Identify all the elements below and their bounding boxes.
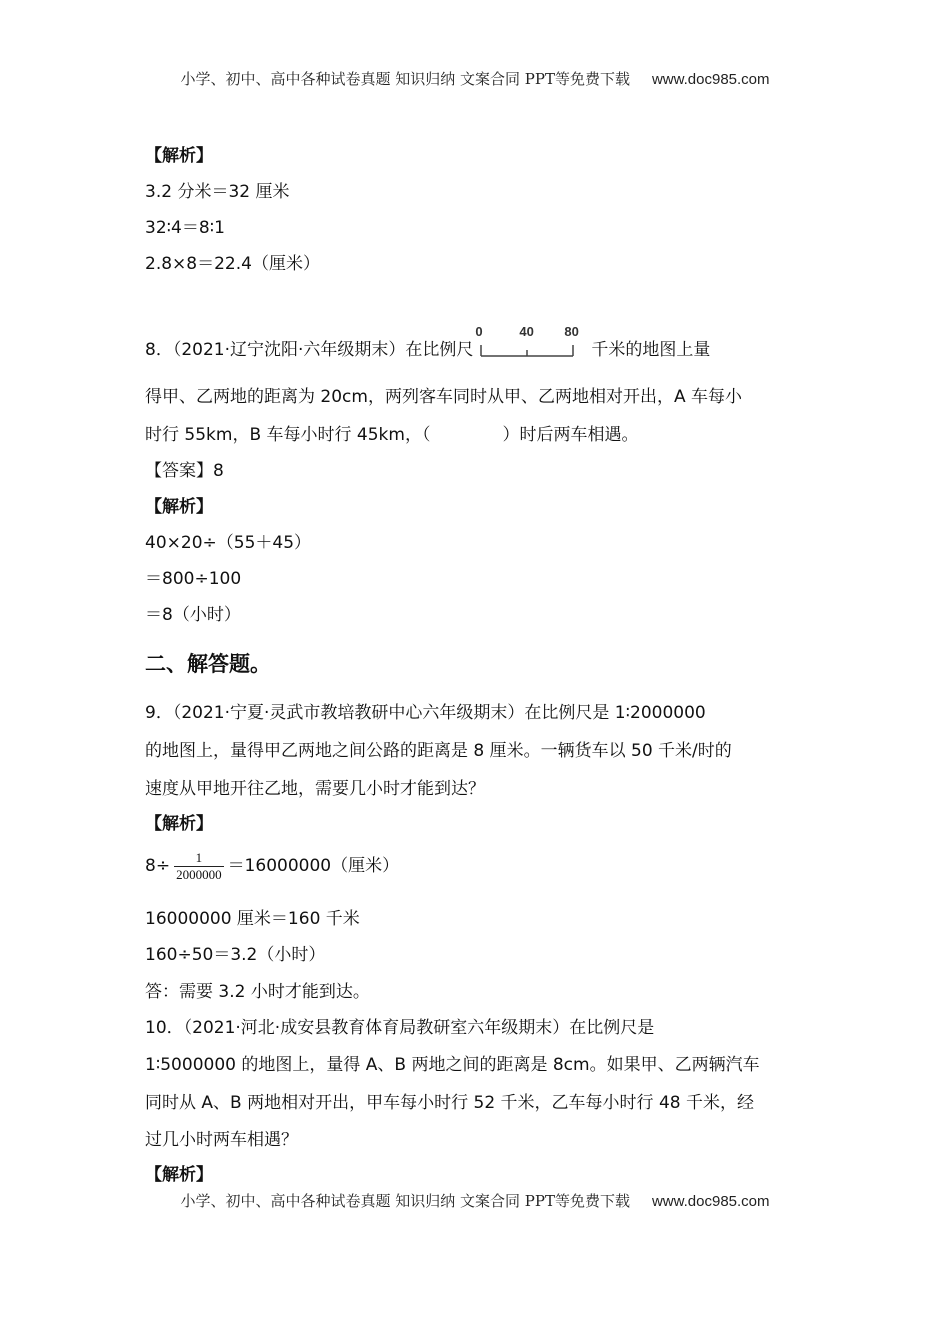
q8-question-line-2: 得甲、乙两地的距离为 20cm，两列客车同时从甲、乙两地相对开出，A 车每小 [145,387,742,407]
q8-line3-start: 时行 55km，B 车每小时行 45km，（ [145,425,431,445]
q9-step-2: 160÷50＝3.2（小时） [145,945,326,965]
scale-bar [475,324,581,361]
section-title: 二、解答题。 [145,652,271,676]
q9-question-line-2: 的地图上，量得甲乙两地之间公路的距离是 8 厘米。一辆货车以 50 千米/时的 [145,741,732,761]
q9-question-line-3: 速度从甲地开往乙地，需要几小时才能到达？ [145,779,485,799]
q7-step-1: 3.2 分米＝32 厘米 [145,182,290,202]
scale-bar-icon [477,323,581,359]
q9-calc-prefix: 8÷ [145,856,171,876]
scale-label-80: 80 [564,324,579,339]
q9-question-line-1: 9．（2021·宁夏·灵武市教培教研中心六年级期末）在比例尺是 1∶2000000 [145,703,706,723]
q10-question-line-3: 同时从 A、B 两地相对开出，甲车每小时行 52 千米，乙车每小时行 48 千米，经 [145,1093,754,1113]
q8-question-line-3 [145,424,638,446]
fraction-denominator: 2000000 [176,866,222,882]
footer-site[interactable]: www.doc985.com [651,1193,770,1210]
footer-text: 小学、初中、高中各种试卷真题 知识归纳 文案合同 PPT等免费下载 [180,1192,630,1210]
q10-question-line-4: 过几小时两车相遇？ [145,1130,298,1150]
q8-solution-3: ＝8（小时） [145,605,241,625]
q9-answer: 答：需要 3.2 小时才能到达。 [145,982,370,1002]
fraction-numerator: 1 [195,849,203,865]
page-header [0,68,950,89]
q8-answer: 【答案】8 [145,461,224,481]
scale-label-0: 0 [475,324,483,339]
q8-line3-end: ）时后两车相遇。 [502,425,639,445]
q8-solution-2: ＝800÷100 [145,569,242,589]
q9-analysis-label: 【解析】 [145,814,213,834]
q8-analysis-label: 【解析】 [145,497,213,517]
page-footer [0,1190,950,1211]
q7-step-2: 32∶4＝8∶1 [145,218,225,238]
q9-calc [145,849,399,883]
q10-question-line-1: 10．（2021·河北·成安县教育体育局教研室六年级期末）在比例尺是 [145,1018,655,1038]
q10-analysis-label: 【解析】 [145,1165,213,1185]
q8-question-line-1 [145,324,711,361]
q8-solution-1: 40×20÷（55＋45） [145,533,312,553]
q7-step-3: 2.8×8＝22.4（厘米） [145,254,320,274]
header-site[interactable]: www.doc985.com [651,71,770,88]
q9-calc-suffix: ＝16000000（厘米） [227,856,400,876]
q8-prefix: 8．（2021·辽宁沈阳·六年级期末）在比例尺 [145,340,474,360]
q9-step-1: 16000000 厘米＝160 千米 [145,909,360,929]
fraction [174,850,224,883]
q8-suffix: 千米的地图上量 [591,340,711,360]
q7-analysis-label: 【解析】 [145,146,213,166]
q10-question-line-2: 1∶5000000 的地图上，量得 A、B 两地之间的距离是 8cm。如果甲、乙两辆汽车 [145,1055,760,1075]
scale-label-40: 40 [519,324,534,339]
header-text: 小学、初中、高中各种试卷真题 知识归纳 文案合同 PPT等免费下载 [180,70,630,88]
